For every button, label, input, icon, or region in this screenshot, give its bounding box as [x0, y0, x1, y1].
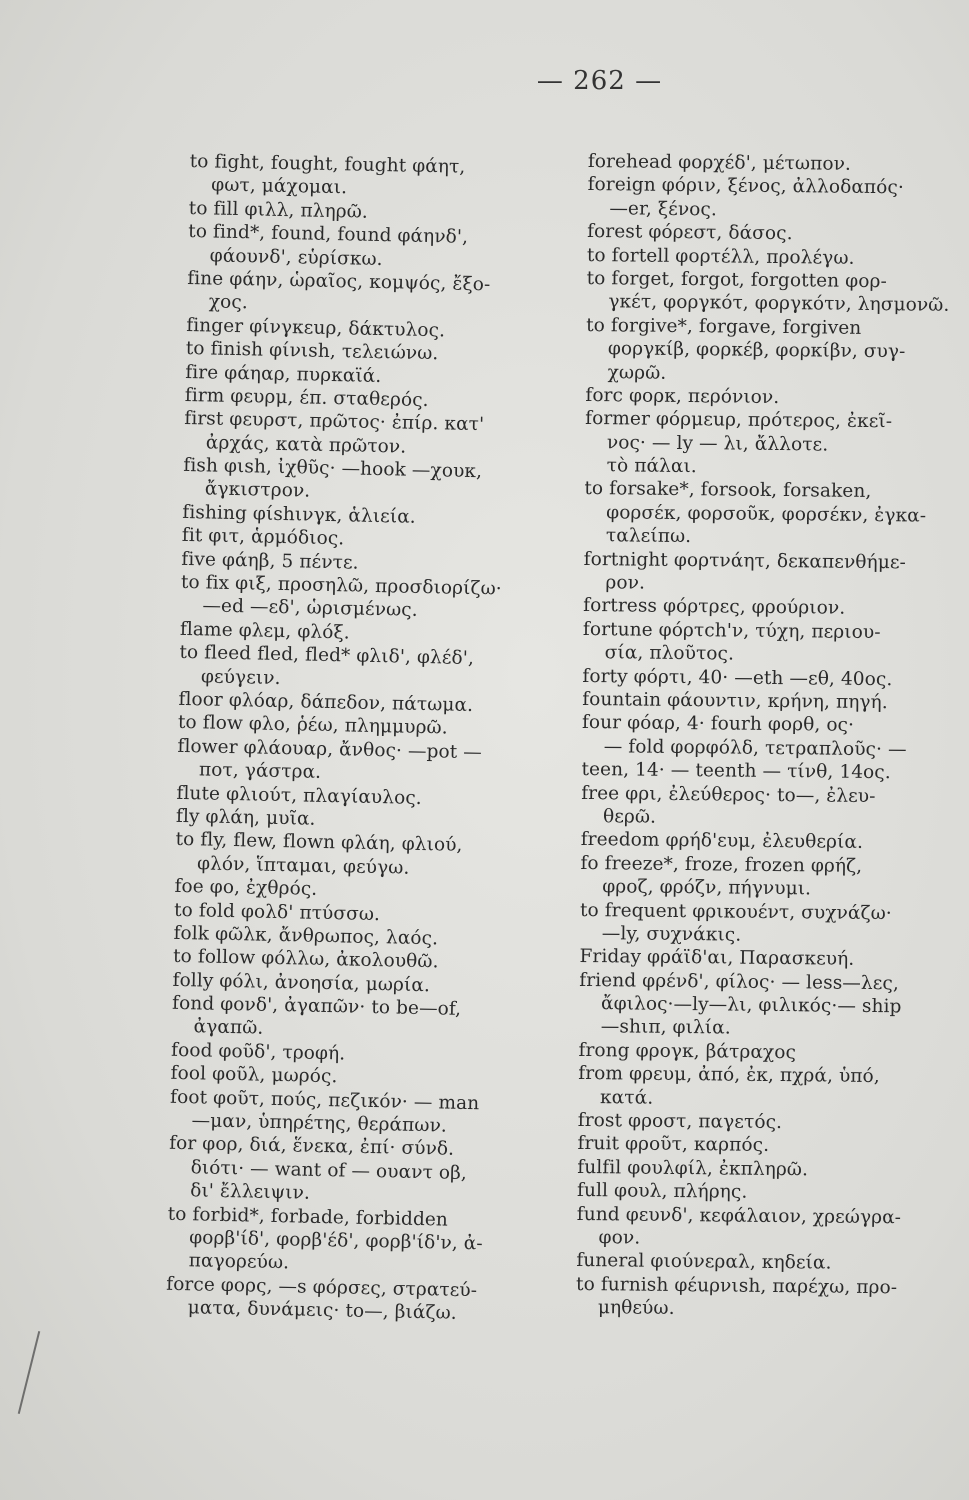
entry-line: φορβ'ίδ', φορβ'έδ', φορβ'ίδ'ν, ἀ- — [189, 1227, 483, 1255]
entry-line: former φόρμεuρ, πρότερος, ἐκεῖ- — [585, 408, 893, 433]
entry-line: to flow φλο, ῥέω, πλημμυρῶ. — [177, 712, 448, 739]
entry-line: flute φλιούτ, πλαγίαυλος. — [176, 782, 422, 809]
entry-line: Friday φράϊδ'αι, Παρασκευή. — [579, 946, 855, 971]
entry-line: frost φροστ, παγετός. — [577, 1109, 783, 1134]
entry-line: fortress φόρτρες, φρούριον. — [583, 595, 846, 620]
entry-line: to fleed fled, fled* φλιδ', φλέδ', — [179, 642, 475, 670]
entry-line: folly φόλι, ἀνοησία, μωρία. — [172, 969, 431, 996]
entry-line: ματα, δυνάμεις· to—, βιάζω. — [187, 1297, 458, 1324]
entry-line: for φορ, διά, ἕνεκα, ἐπί· σύνδ. — [168, 1133, 455, 1161]
entry-line: finger φίνγκεuρ, δάκτυλος. — [186, 314, 446, 342]
entry-line: φορσέκ, φορσοῦκ, φορσέκν, ἐγκα- — [606, 502, 927, 527]
entry-line: χος. — [208, 291, 249, 314]
entry-line: funeral φιούνεραλ, κηδεία. — [576, 1250, 832, 1274]
entry-line: φροζ, φρόζν, πήγνυμι. — [602, 876, 812, 900]
entry-line: teen, 14· — teenth — τίνθ, 14ος. — [581, 759, 891, 784]
entry-line: ἄφιλος·—ly—λι, φιλικός·— ship — [600, 993, 902, 1018]
entry-line: ἀγαπῶ. — [193, 1016, 264, 1040]
entry-line: φωτ, μάχομαι. — [211, 174, 348, 199]
entry-line: forehead φορχέδ', μέτωπον. — [587, 150, 852, 175]
left-column — [166, 150, 580, 1327]
entry-line: fulfil φουλφίλ, ἐκπληρῶ. — [577, 1156, 809, 1181]
entry-line: to follow φόλλω, ἀκολουθῶ. — [172, 946, 439, 973]
entry-line: foe φο, ἐχθρός. — [174, 875, 318, 900]
entry-line: φον. — [598, 1227, 641, 1249]
entry-line: food φοῦδ', τροφή. — [170, 1039, 346, 1065]
entry-line: — fold φορφόλδ, τετραπλοῦς· — — [603, 735, 907, 761]
entry-line: firm φευρμ, έπ. σταθερός. — [184, 384, 429, 411]
entry-line: to find*, found, found φάηνδ', — [188, 221, 469, 249]
entry-line: χωρῶ. — [607, 361, 667, 384]
entry-line: freedom φρήδ'ευμ, ἐλευθερία. — [580, 829, 864, 854]
entry-line: fool φοῦλ, μωρός. — [170, 1063, 338, 1088]
entry-line: to forbid*, forbade, forbidden — [167, 1203, 449, 1231]
entry-line: foot φοῦτ, πούς, πεζικόν· — man — [169, 1086, 480, 1114]
entry-line: μηθεύω. — [597, 1297, 675, 1320]
right-column — [576, 150, 960, 1323]
entry-line: to fill φιλλ, πληρῶ. — [188, 197, 369, 223]
entry-line: γκέτ, φοργκότ, φοργκότν, λησμονῶ. — [608, 291, 950, 317]
entry-line: ρον. — [605, 572, 646, 594]
entry-line: φοργκίβ, φορκέβ, φορκίβν, συγ- — [607, 338, 906, 363]
entry-line: four φόαρ, 4· fourh φορθ, ος· — [581, 712, 855, 737]
page-number: — 262 — — [536, 66, 663, 96]
entry-line: fine φάην, ὡραῖος, κομψός, ἔξο- — [187, 267, 491, 296]
entry-line: φάουνδ', εὑρίσκω. — [209, 245, 383, 270]
entry-line: frong φρογκ, βάτραχος — [578, 1039, 797, 1064]
entry-line: to finish φίνιsh, τελειώνω. — [185, 338, 439, 365]
entry-line: flower φλάουαρ, ἄνθος· —pot — — [177, 735, 483, 764]
entry-line: flame φλεμ, φλόξ. — [179, 618, 350, 644]
entry-line: floor φλόαρ, δάπεδον, πάτωμα. — [178, 688, 474, 717]
entry-line: forty φόρτι, 40· —eth —εθ, 40ος. — [582, 665, 893, 690]
entry-line: δι' ἔλλειψιν. — [189, 1180, 311, 1204]
entry-line: fly φλάη, μυῖα. — [175, 805, 316, 830]
entry-line: —shιπ, φιλία. — [600, 1016, 731, 1039]
margin-pencil-mark — [18, 1331, 41, 1414]
entry-line: to fight, fought, fought φάητ, — [189, 150, 466, 178]
entry-line: fountain φάουντιν, κρήνη, πηγή. — [582, 688, 888, 714]
entry-line: διότι· — want of — ουαντ οβ, — [190, 1157, 468, 1184]
entry-line: fortnight φορτνάητ, δεκαπενθήμε- — [583, 548, 907, 573]
entry-line: fortune φόρτch'ν, τύχη, περιου- — [582, 618, 881, 643]
entry-line: fishing φίshινγκ, ἁλιεία. — [182, 501, 417, 528]
entry-line: —er, ξένος. — [609, 198, 718, 221]
entry-line: foreign φόριν, ξένος, ἀλλοδαπός· — [587, 174, 905, 199]
entry-line: free φρι, ἐλεύθερος· to—, ἐλευ- — [581, 782, 876, 807]
entry-line: fond φονδ', ἀγαπῶν· to be—of, — [171, 992, 462, 1020]
entry-line: fire φάηαρ, πυρκαϊά. — [185, 361, 382, 387]
entry-line: fit φιτ, ἁρμόδιος. — [181, 525, 345, 550]
entry-line: ταλείπω. — [605, 525, 692, 548]
entry-line: to forget, forgot, forgotten φορ- — [586, 267, 887, 293]
entry-line: to fold φολδ' πτύσσω. — [173, 899, 381, 925]
entry-line: θερῶ. — [602, 806, 657, 828]
entry-line: fo freeze*, froze, frozen φρήζ, — [580, 852, 863, 877]
entry-line: first φευρστ, πρῶτος· ἐπίρ. κατ' — [184, 408, 485, 436]
entry-line: ποτ, γάστρα. — [198, 759, 322, 784]
entry-line: to frequent φρικουέντ, συχνάζω· — [579, 899, 892, 924]
entry-line: fish φιsh, ἰχθῦς· —hook —χουκ, — [183, 455, 483, 483]
entry-line: τὸ πάλαι. — [606, 455, 697, 478]
entry-line: —μαν, ὑπηρέτης, θεράπων. — [191, 1110, 448, 1137]
entry-line: ἄγκιστρον. — [204, 478, 311, 503]
entry-line: φεύγειν. — [200, 665, 281, 689]
entry-line: forc φορκ, περόνιον. — [585, 384, 780, 408]
entry-line: to fix φιξ, προσηλῶ, προσδιορίζω· — [180, 571, 502, 600]
entry-line: —ly, συχνάκις. — [601, 923, 742, 946]
entry-line: to fly, flew, flown φλάη, φλιού, — [175, 829, 463, 857]
entry-line: to forgive*, forgave, forgiven — [586, 314, 862, 339]
entry-line: to fortell φορτέλλ, προλέγω. — [586, 244, 855, 269]
entry-line: σία, πλοῦτος. — [604, 642, 735, 665]
entry-line: φλόν, ἵπταμαι, φεύγω. — [196, 853, 410, 879]
entry-line: five φάηβ, 5 πέντε. — [181, 548, 359, 574]
entry-line: forest φόρεστ, δάσος. — [587, 221, 793, 245]
entry-line: νος· — ly — λι, ἄλλοτε. — [606, 431, 829, 456]
entry-line: folk φῶλκ, ἄνθρωπος, λαός. — [173, 922, 439, 950]
entry-line: κατά. — [599, 1086, 654, 1109]
entry-line: to furnish φέuρνιsh, παρέχω, προ- — [576, 1273, 898, 1299]
entry-line: fruit φροῦτ, καρπός. — [577, 1133, 770, 1157]
entry-line: from φρευμ, ἀπό, ἐκ, πχρά, ὑπό, — [578, 1063, 880, 1088]
entry-line: ἀρχάς, κατὰ πρῶτον. — [205, 432, 407, 458]
entry-line: fund φευνδ', κεφάλαιον, χρεώγρα- — [576, 1203, 902, 1228]
entry-line: full φουλ, πλήρης. — [576, 1180, 748, 1203]
entry-line: friend φρένδ', φίλος· — less—λες, — [579, 969, 900, 994]
entry-line: παγορεύω. — [188, 1250, 290, 1274]
entry-line: —ed —εδ', ὡρισμένως. — [202, 595, 418, 622]
entry-line: force φορς, —s φόρσες, στρατεύ- — [166, 1273, 478, 1302]
entry-line: to forsake*, forsook, forsaken, — [584, 478, 872, 503]
